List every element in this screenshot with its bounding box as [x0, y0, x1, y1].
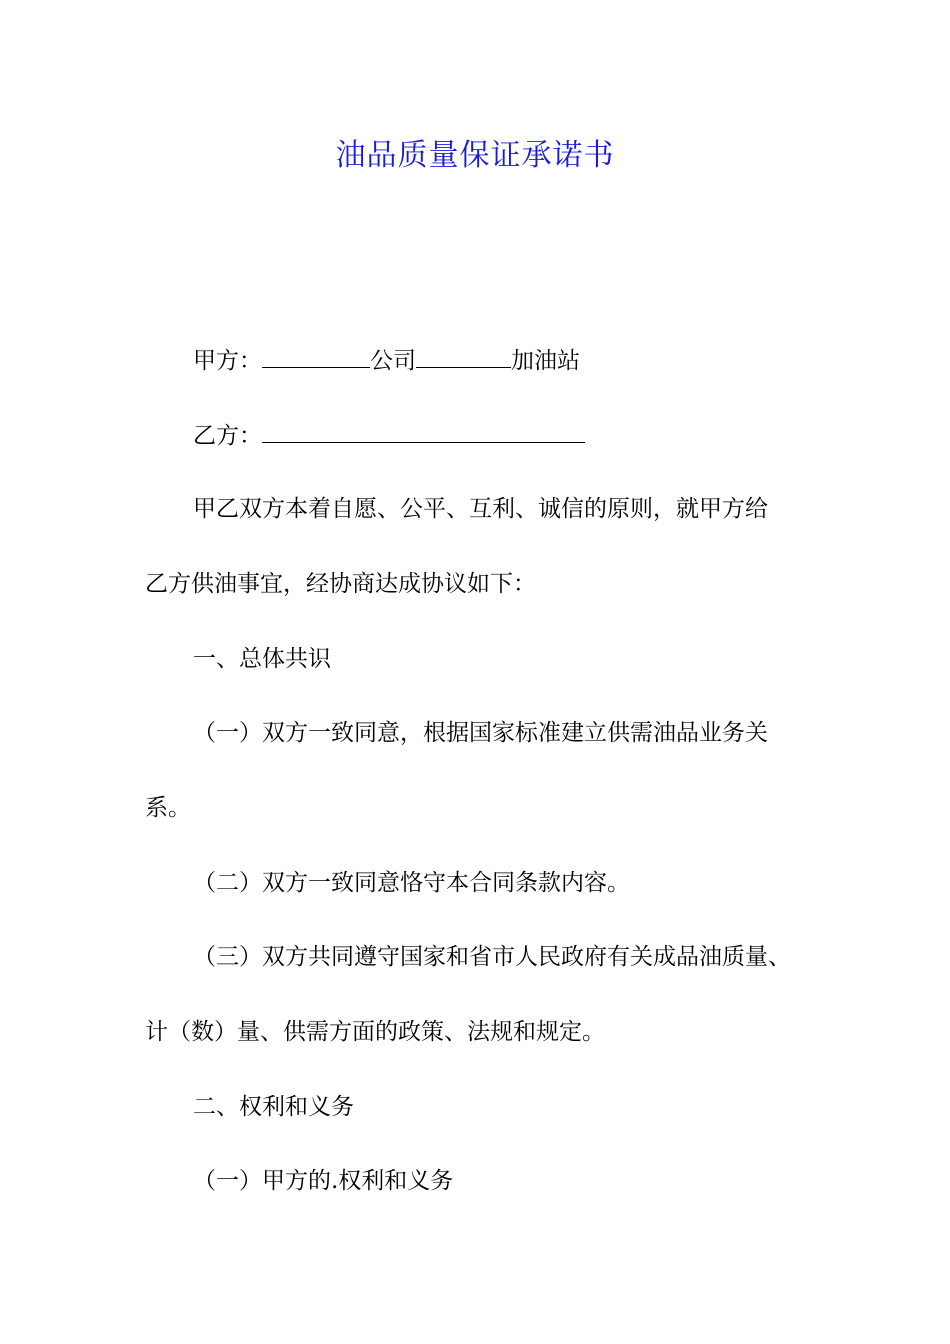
party-b-line: [193, 420, 873, 451]
party-a-line: [193, 345, 873, 376]
party-b-label: 乙方：: [193, 423, 262, 449]
intro-line-2: 乙方供油事宜，经协商达成协议如下：: [145, 571, 536, 597]
section-1-item-3-line-1: （三）双方共同遵守国家和省市人民政府有关成品油质量、: [193, 944, 791, 970]
party-a-station-blank: [416, 345, 511, 368]
party-b-blank: [262, 420, 585, 443]
intro-line-1: 甲乙双方本着自愿、公平、互利、诚信的原则，就甲方给: [193, 496, 768, 522]
section-2-heading: 二、权利和义务: [193, 1094, 354, 1120]
section-1-item-2: （二）双方一致同意恪守本合同条款内容。: [193, 870, 630, 896]
section-2-item-1: （一）甲方的.权利和义务: [193, 1168, 454, 1194]
document-title: 油品质量保证承诺书: [335, 138, 615, 173]
party-a-label: 甲方：: [193, 348, 262, 374]
section-1-item-1-line-1: （一）双方一致同意，根据国家标准建立供需油品业务关: [193, 720, 768, 746]
section-1-item-1-line-2: 系。: [145, 795, 191, 821]
section-1-heading: 一、总体共识: [193, 646, 331, 672]
party-a-station-suffix: 加油站: [511, 348, 580, 374]
party-a-company-suffix: 公司: [370, 348, 416, 374]
section-1-item-3-line-2: 计（数）量、供需方面的政策、法规和规定。: [145, 1019, 605, 1045]
party-a-company-blank: [262, 345, 370, 368]
